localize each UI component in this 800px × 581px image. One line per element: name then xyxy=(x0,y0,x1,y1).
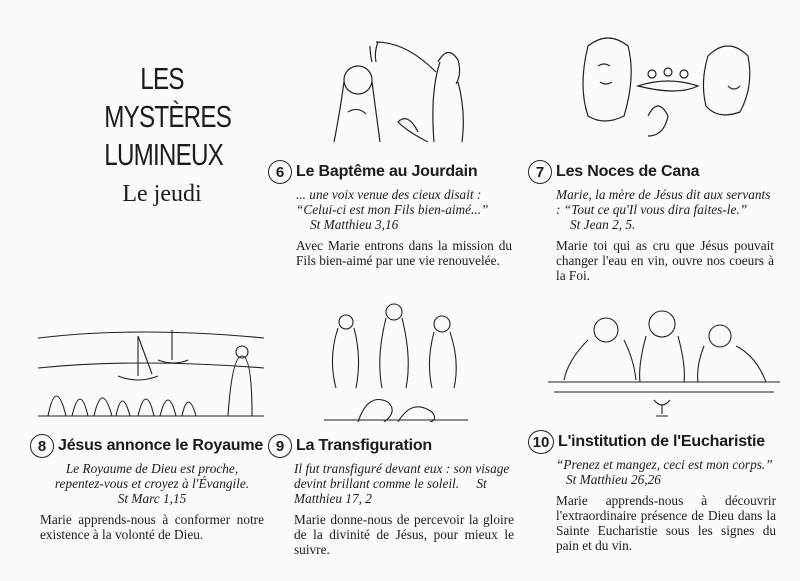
mystery-card-9 xyxy=(268,434,514,557)
quote-text: Marie, la mère de Jésus dit aux servants : “Tout ce qu'Il vous dira faites-le.” xyxy=(556,187,771,217)
meditation-text: Marie apprends-nous à conformer notre existence à la volonté de Dieu. xyxy=(40,512,264,542)
mystery-card-7 xyxy=(528,160,774,283)
card-header xyxy=(528,160,774,184)
title-line-2: MYSTÈRES xyxy=(104,99,232,134)
scripture-quote xyxy=(40,461,264,506)
mystery-card-8 xyxy=(30,434,264,542)
title-line-3: LUMINEUX xyxy=(104,137,223,172)
last-supper-illustration xyxy=(548,300,780,418)
scripture-reference: St Marc 1,15 xyxy=(117,491,187,506)
scripture-quote xyxy=(556,187,774,232)
mystery-title: Les Noces de Cana xyxy=(556,163,700,180)
scripture-reference: St Matthieu 3,16 xyxy=(310,217,399,232)
mystery-number: 9 xyxy=(268,434,292,458)
scripture-reference: St Matthieu 17, 2 xyxy=(294,476,487,506)
card-header xyxy=(268,434,514,458)
mystery-title: L'institution de l'Eucharistie xyxy=(558,433,765,450)
meditation-text: Marie apprends-nous à découvrir l'extraordinaire présence de Dieu dans la Sainte Eucharistie sous les signes du pain et du vin. xyxy=(556,493,776,553)
title-subtitle: Le jeudi xyxy=(122,181,202,207)
quote-text: “Prenez et mangez, ceci est mon corps.” xyxy=(556,457,773,472)
scripture-reference: St Jean 2, 5. xyxy=(570,217,636,232)
mystery-card-10 xyxy=(528,430,776,553)
mystery-number: 6 xyxy=(268,160,292,184)
mystery-title: Le Baptême au Jourdain xyxy=(296,163,478,180)
mystery-number: 8 xyxy=(30,434,54,458)
transfiguration-illustration xyxy=(318,294,474,422)
scripture-quote xyxy=(296,187,512,232)
meditation-text: Avec Marie entrons dans la mission du Fils bien-aimé par une vie renouvelée. xyxy=(296,238,512,268)
quote-text: Il fut transfiguré devant eux : son visage devint brillant comme le soleil. xyxy=(294,461,510,491)
title-line-1: LES xyxy=(140,61,184,96)
card-header xyxy=(528,430,776,454)
scripture-quote xyxy=(556,457,776,487)
baptism-illustration xyxy=(318,22,478,152)
scripture-quote xyxy=(294,461,514,506)
lake-preaching-illustration xyxy=(38,306,264,428)
mystery-title: Jésus annonce le Royaume xyxy=(58,437,264,454)
meditation-text: Marie donne-nous de percevoir la gloire de la divinité de Jésus, pour mieux le suivre. xyxy=(294,512,514,557)
mystery-number: 10 xyxy=(528,430,554,454)
meditation-text: Marie toi qui as cru que Jésus pouvait changer l'eau en vin, ouvre nos coeurs à la Foi. xyxy=(556,238,774,283)
mystery-title: La Transfiguration xyxy=(296,437,432,454)
title-block xyxy=(88,60,236,208)
mystery-number: 7 xyxy=(528,160,552,184)
card-header xyxy=(30,434,264,458)
cana-illustration xyxy=(568,26,764,156)
quote-text: ... une voix venue des cieux disait : “Celui-ci est mon Fils bien-aimé...” xyxy=(296,187,489,217)
mystery-card-6 xyxy=(268,160,512,268)
quote-text: Le Royaume de Dieu est proche, repentez-vous et croyez à l'Évangile. xyxy=(54,461,250,491)
scripture-reference: St Matthieu 26,26 xyxy=(566,472,661,487)
card-header xyxy=(268,160,512,184)
